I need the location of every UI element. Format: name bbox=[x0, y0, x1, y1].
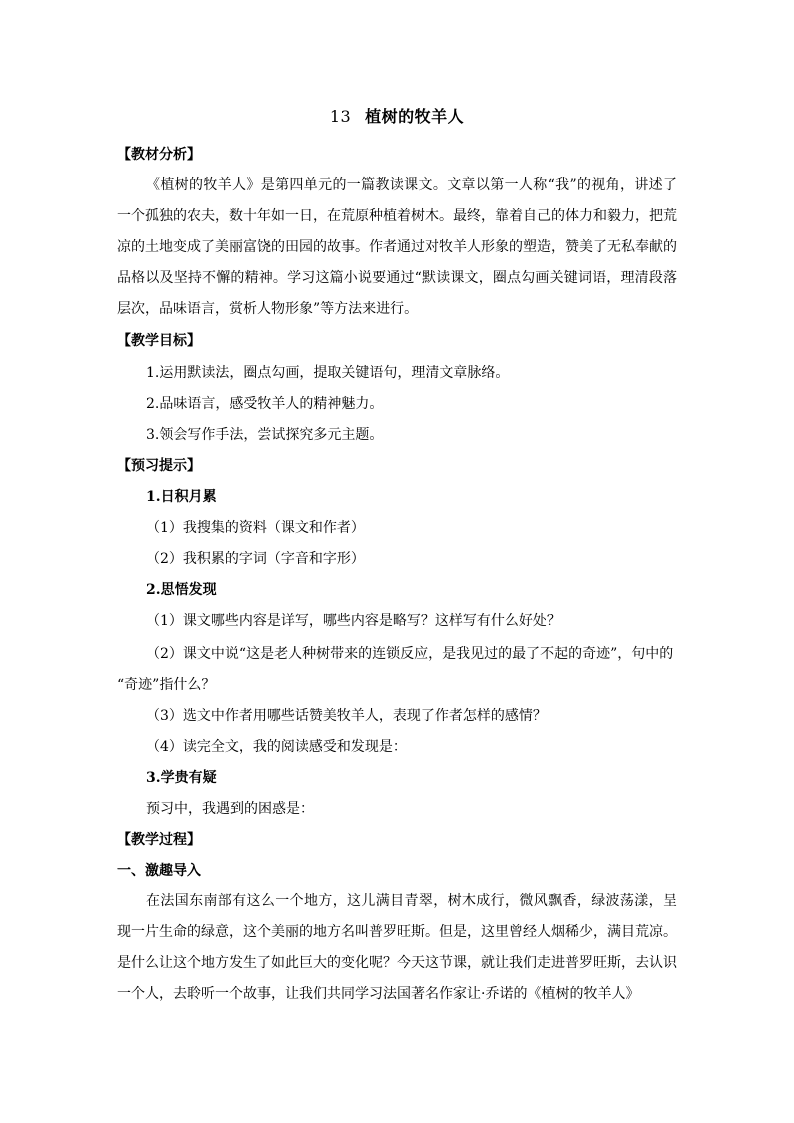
preview-question-3: （3）选文中作者用哪些话赞美牧羊人，表现了作者怎样的感情？ bbox=[146, 708, 547, 724]
page-title bbox=[0, 104, 794, 127]
heading-teaching-process: 【教学过程】 bbox=[117, 832, 201, 848]
preview-sub-heading-2: 2.思悟发现 bbox=[146, 582, 217, 598]
preview-sub-heading-1: 1.日积月累 bbox=[146, 489, 217, 505]
preview-item: （2）我积累的字词（字音和字形） bbox=[146, 551, 365, 567]
process-sub-heading-1: 一、激趣导入 bbox=[117, 863, 201, 879]
goal-item-3: 3.领会写作手法，尝试探究多元主题。 bbox=[146, 427, 384, 443]
preview-item: （1）我搜集的资料（课文和作者） bbox=[146, 520, 365, 536]
goal-item-2: 2.品味语言，感受牧羊人的精神魅力。 bbox=[146, 396, 384, 412]
goal-item-1: 1.运用默读法，圈点勾画，提取关键语句，理清文章脉络。 bbox=[146, 365, 510, 381]
preview-question-2: （2）课文中说“这是老人种树带来的连锁反应，是我见过的最了不起的奇迹”，句中的 bbox=[146, 646, 674, 662]
preview-doubt-text: 预习中，我遇到的困惑是： bbox=[146, 801, 314, 817]
preview-sub-heading-3: 3.学贵有疑 bbox=[146, 770, 217, 786]
preview-question-1: （1）课文哪些内容是详写，哪些内容是略写？这样写有什么好处？ bbox=[146, 613, 561, 629]
heading-teaching-goals: 【教学目标】 bbox=[117, 333, 201, 349]
heading-textbook-analysis: 【教材分析】 bbox=[117, 147, 201, 163]
preview-question-4: （4）读完全文，我的阅读感受和发现是： bbox=[146, 739, 407, 755]
heading-preview-tips: 【预习提示】 bbox=[117, 458, 201, 474]
lesson-title: 植树的牧羊人 bbox=[365, 107, 465, 126]
preview-question-2-continued: “奇迹”指什么？ bbox=[117, 677, 216, 693]
lesson-number: 13 bbox=[329, 107, 352, 126]
intro-paragraph: 在法国东南部有这么一个地方，这儿满目青翠，树木成行，微风飘香，绿波荡漾，呈现一片生命的绿意，这个美丽的地方名叫普罗旺斯。但是，这里曾经人烟稀少，满目荒凉。是什么让这个地方发生了如此巨大的变化呢？今天这节课，就让我们走进普罗旺斯，去认识一个人，去聆听一个故事，让我们共同学习法国著名作家让·乔诺的《植树的牧羊人》 bbox=[117, 893, 677, 1002]
textbook-analysis-paragraph: 《植树的牧羊人》是第四单元的一篇教读课文。文章以第一人称“我”的视角，讲述了一个孤独的农夫，数十年如一日，在荒原种植着树木。最终，靠着自己的体力和毅力，把荒凉的土地变成了美丽富饶的田园的故事。作者通过对牧羊人形象的塑造，赞美了无私奉献的品格以及坚持不懈的精神。学习这篇小说要通过“默读课文，圈点勾画关键词语，理清段落层次，品味语言，赏析人物形象”等方法来进行。 bbox=[117, 177, 677, 317]
